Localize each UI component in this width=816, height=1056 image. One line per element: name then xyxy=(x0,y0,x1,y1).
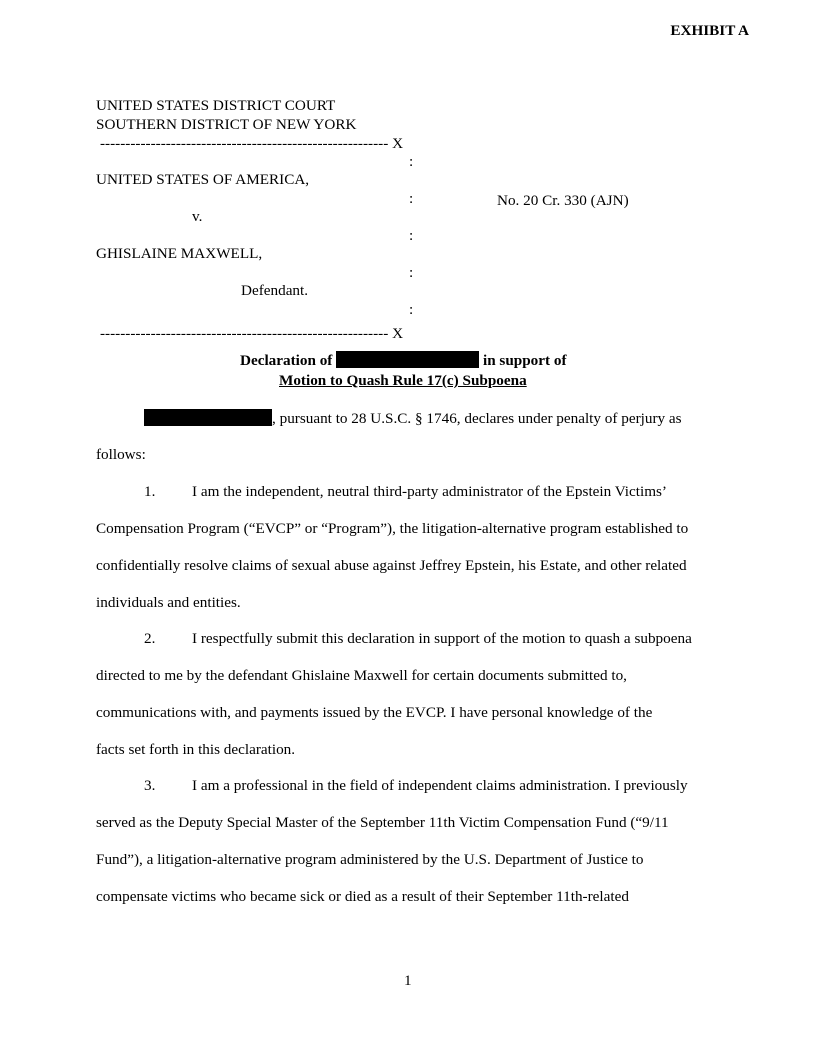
declaration-title-suffix: in support of xyxy=(482,352,567,369)
intro-continuation: follows: xyxy=(96,446,146,463)
defendant-name: GHISLAINE MAXWELL, xyxy=(96,245,263,262)
paragraph-line: communications with, and payments issued by the EVCP. I have personal knowledge of the xyxy=(96,704,653,721)
court-name-line1: UNITED STATES DISTRICT COURT xyxy=(96,97,336,114)
caption-colon: : xyxy=(409,301,414,318)
paragraph-line: directed to me by the defendant Ghislaine Maxwell for certain documents submitted to, xyxy=(96,667,627,684)
caption-bottom-dash-line: --------------------------------------------------------- X xyxy=(100,325,404,342)
redaction-bar xyxy=(336,351,479,368)
paragraph-line: Fund”), a litigation-alternative program administered by the U.S. Department of Justice to xyxy=(96,851,644,868)
intro-line xyxy=(144,409,682,427)
redaction-bar xyxy=(144,409,272,426)
caption-colon: : xyxy=(409,264,414,281)
paragraph-line: Compensation Program (“EVCP” or “Program”), the litigation-alternative program established to xyxy=(96,520,689,537)
case-number: No. 20 Cr. 330 (AJN) xyxy=(497,192,629,209)
versus-label: v. xyxy=(192,208,203,225)
paragraph-line: I respectfully submit this declaration in support of the motion to quash a subpoena xyxy=(192,630,692,647)
paragraph-number: 3. xyxy=(144,777,156,794)
plaintiff-name: UNITED STATES OF AMERICA, xyxy=(96,171,310,188)
court-name-line2: SOUTHERN DISTRICT OF NEW YORK xyxy=(96,116,357,133)
declaration-subtitle: Motion to Quash Rule 17(c) Subpoena xyxy=(279,372,527,389)
intro-text: , pursuant to 28 U.S.C. § 1746, declares under penalty of perjury as xyxy=(272,410,682,427)
caption-top-dash-line: --------------------------------------------------------- X xyxy=(100,135,404,152)
declaration-title xyxy=(240,351,567,369)
paragraph-number: 2. xyxy=(144,630,156,647)
caption-colon: : xyxy=(409,190,414,207)
paragraph-line: compensate victims who became sick or died as a result of their September 11th-related xyxy=(96,888,629,905)
caption-colon: : xyxy=(409,153,414,170)
paragraph-number: 1. xyxy=(144,483,156,500)
paragraph-line: facts set forth in this declaration. xyxy=(96,741,296,758)
paragraph-line: I am a professional in the field of independent claims administration. I previously xyxy=(192,777,688,794)
paragraph-line: confidentially resolve claims of sexual abuse against Jeffrey Epstein, his Estate, and other related xyxy=(96,557,687,574)
page-number: 1 xyxy=(404,972,412,989)
caption-colon: : xyxy=(409,227,414,244)
paragraph-line: I am the independent, neutral third-party administrator of the Epstein Victims’ xyxy=(192,483,667,500)
declaration-title-prefix: Declaration of xyxy=(240,352,333,369)
paragraph-line: individuals and entities. xyxy=(96,594,241,611)
defendant-role: Defendant. xyxy=(241,282,309,299)
exhibit-label: EXHIBIT A xyxy=(670,22,749,39)
paragraph-line: served as the Deputy Special Master of the September 11th Victim Compensation Fund (“9/11 xyxy=(96,814,669,831)
